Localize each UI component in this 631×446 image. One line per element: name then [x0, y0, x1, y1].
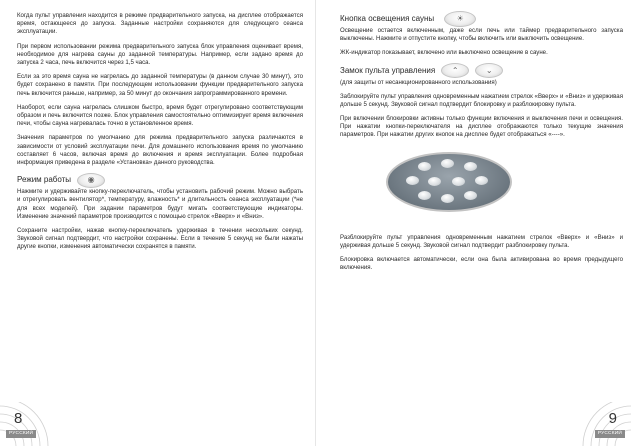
panel-lock-heading: Замок пульта управления	[340, 65, 436, 75]
paragraph: Нажмите и удерживайте кнопку-переключатель, чтобы установить рабочий режим. Можно выбрать и отрегулировать вентилятор*, температуру, влажность* и длительность сеанса эксплуатации (*не для всех моделей). При задании параметров будут мигать соответствующие индикаторы. Изменение значений параметров производится с помощью стрелок «Вверх» и «Вниз».	[17, 188, 303, 220]
light-heading-row	[340, 12, 623, 26]
panel-button	[475, 176, 488, 185]
panel-lock-subheading: (для защиты от несанкционированного использования)	[340, 78, 497, 86]
right-page	[316, 0, 631, 446]
panel-button	[418, 162, 431, 171]
panel-button	[418, 191, 431, 200]
page-footer-right	[571, 402, 631, 446]
paragraph: Заблокируйте пульт управления одновременным нажатием стрелок «Вверх» и «Вниз» и удерживая дольше 5 секунд. Звуковой сигнал подтвердит блокировку и разблокировку пульта.	[340, 92, 623, 108]
decorative-arcs-icon	[0, 402, 60, 446]
panel-button	[441, 159, 454, 168]
page-number: 9	[608, 410, 617, 427]
language-badge: РУССКИЙ	[595, 430, 625, 438]
lock-heading-row	[340, 64, 623, 78]
page-number: 8	[14, 410, 23, 427]
paragraph: Наоборот, если сауна нагрелась слишком быстро, время будет отрегулировано соответствующим образом и печь включится позже. Блок управления самостоятельно оптимизирует время включения печи, чтобы сауна нагревалась точно в установленное время.	[17, 103, 303, 128]
panel-button	[452, 177, 465, 186]
mode-button-icon: ◉	[77, 173, 105, 188]
language-badge: РУССКИЙ	[6, 430, 36, 438]
paragraph: Сохраните настройки, нажав кнопку-переключатель удерживая в течении нескольких секунд. Звуковой сигнал подтвердит, что настройки сохранены. Если в течение 5 секунд не были нажаты другие кнопки, изменения автоматически сохранятся в памяти.	[17, 227, 303, 251]
right-column	[340, 12, 623, 278]
paragraph: Когда пульт управления находится в режиме предварительного запуска, на дисплее отображается время, остающееся до запуска. Заданные настройки сохраняются для следующего сеанса эксплуатации.	[17, 12, 303, 36]
paragraph: Значения параметров по умолчанию для режима предварительного запуска различаются в зависимости от условий эксплуатации печи. Для домашнего использования время по умолчанию составляет 6 часов, включая время до включения и время эксплуатации. Более подробная информация приведена в разделе «Установка» данного руководства.	[17, 134, 303, 167]
decorative-arcs-icon	[571, 402, 631, 446]
control-panel-illustration	[340, 146, 623, 234]
paragraph: ЖК-индикатор показывает, включено или выключено освещение в сауне.	[340, 49, 548, 57]
operating-mode-heading-row	[17, 173, 303, 187]
light-button-heading: Кнопка освещения сауны	[340, 14, 435, 23]
control-panel-body	[386, 152, 512, 212]
left-page	[0, 0, 315, 446]
paragraph: Блокировка включается автоматически, если она была активирована во время предыдущего включения.	[340, 256, 623, 272]
paragraph: Разблокируйте пульт управления одновременным нажатием стрелок «Вверх» и «Вниз» и удерживая дольше 5 секунд. Звуковой сигнал подтвердит разблокировку пульта.	[340, 233, 623, 249]
panel-button	[406, 176, 419, 185]
paragraph: При первом использовании режима предварительного запуска блок управления оценивает время, необходимое для нагрева сауны до заданной температуры. Например, если задано время до запуска 2 часа, печь включится через 1,5 часа.	[17, 42, 303, 67]
paragraph: При включении блокировки активны только функции включения и выключения печи и освещения. При нажатии кнопки-переключателя на дисплее отображаются только текущие значения параметров. При нажатии других кнопок на дисплее будет отображаться «----».	[340, 115, 623, 139]
light-button-icon: ☀	[444, 11, 476, 27]
operating-mode-heading: Режим работы	[17, 175, 72, 185]
arrow-down-button-icon: ⌄	[475, 63, 503, 78]
arrow-up-button-icon: ⌃	[441, 63, 469, 78]
panel-button	[428, 177, 441, 186]
paragraph: Если за это время сауна не нагрелась до заданной температуры (в данном случае 30 минут), это будет сохранено в памяти. При последующем использовании функции предварительного запуска печь включится раньше, например, за 50 минут до окончания запрограммированного времени.	[17, 73, 303, 97]
panel-button	[441, 194, 454, 203]
left-column	[17, 12, 303, 258]
page-footer-left	[0, 402, 60, 446]
paragraph: Освещение остается включенным, даже если печь или таймер предварительного запуска выключены. Нажмите и отпустите кнопку, чтобы включить или выключить освещение.	[340, 27, 623, 43]
panel-button	[464, 191, 477, 200]
panel-button	[464, 162, 477, 171]
